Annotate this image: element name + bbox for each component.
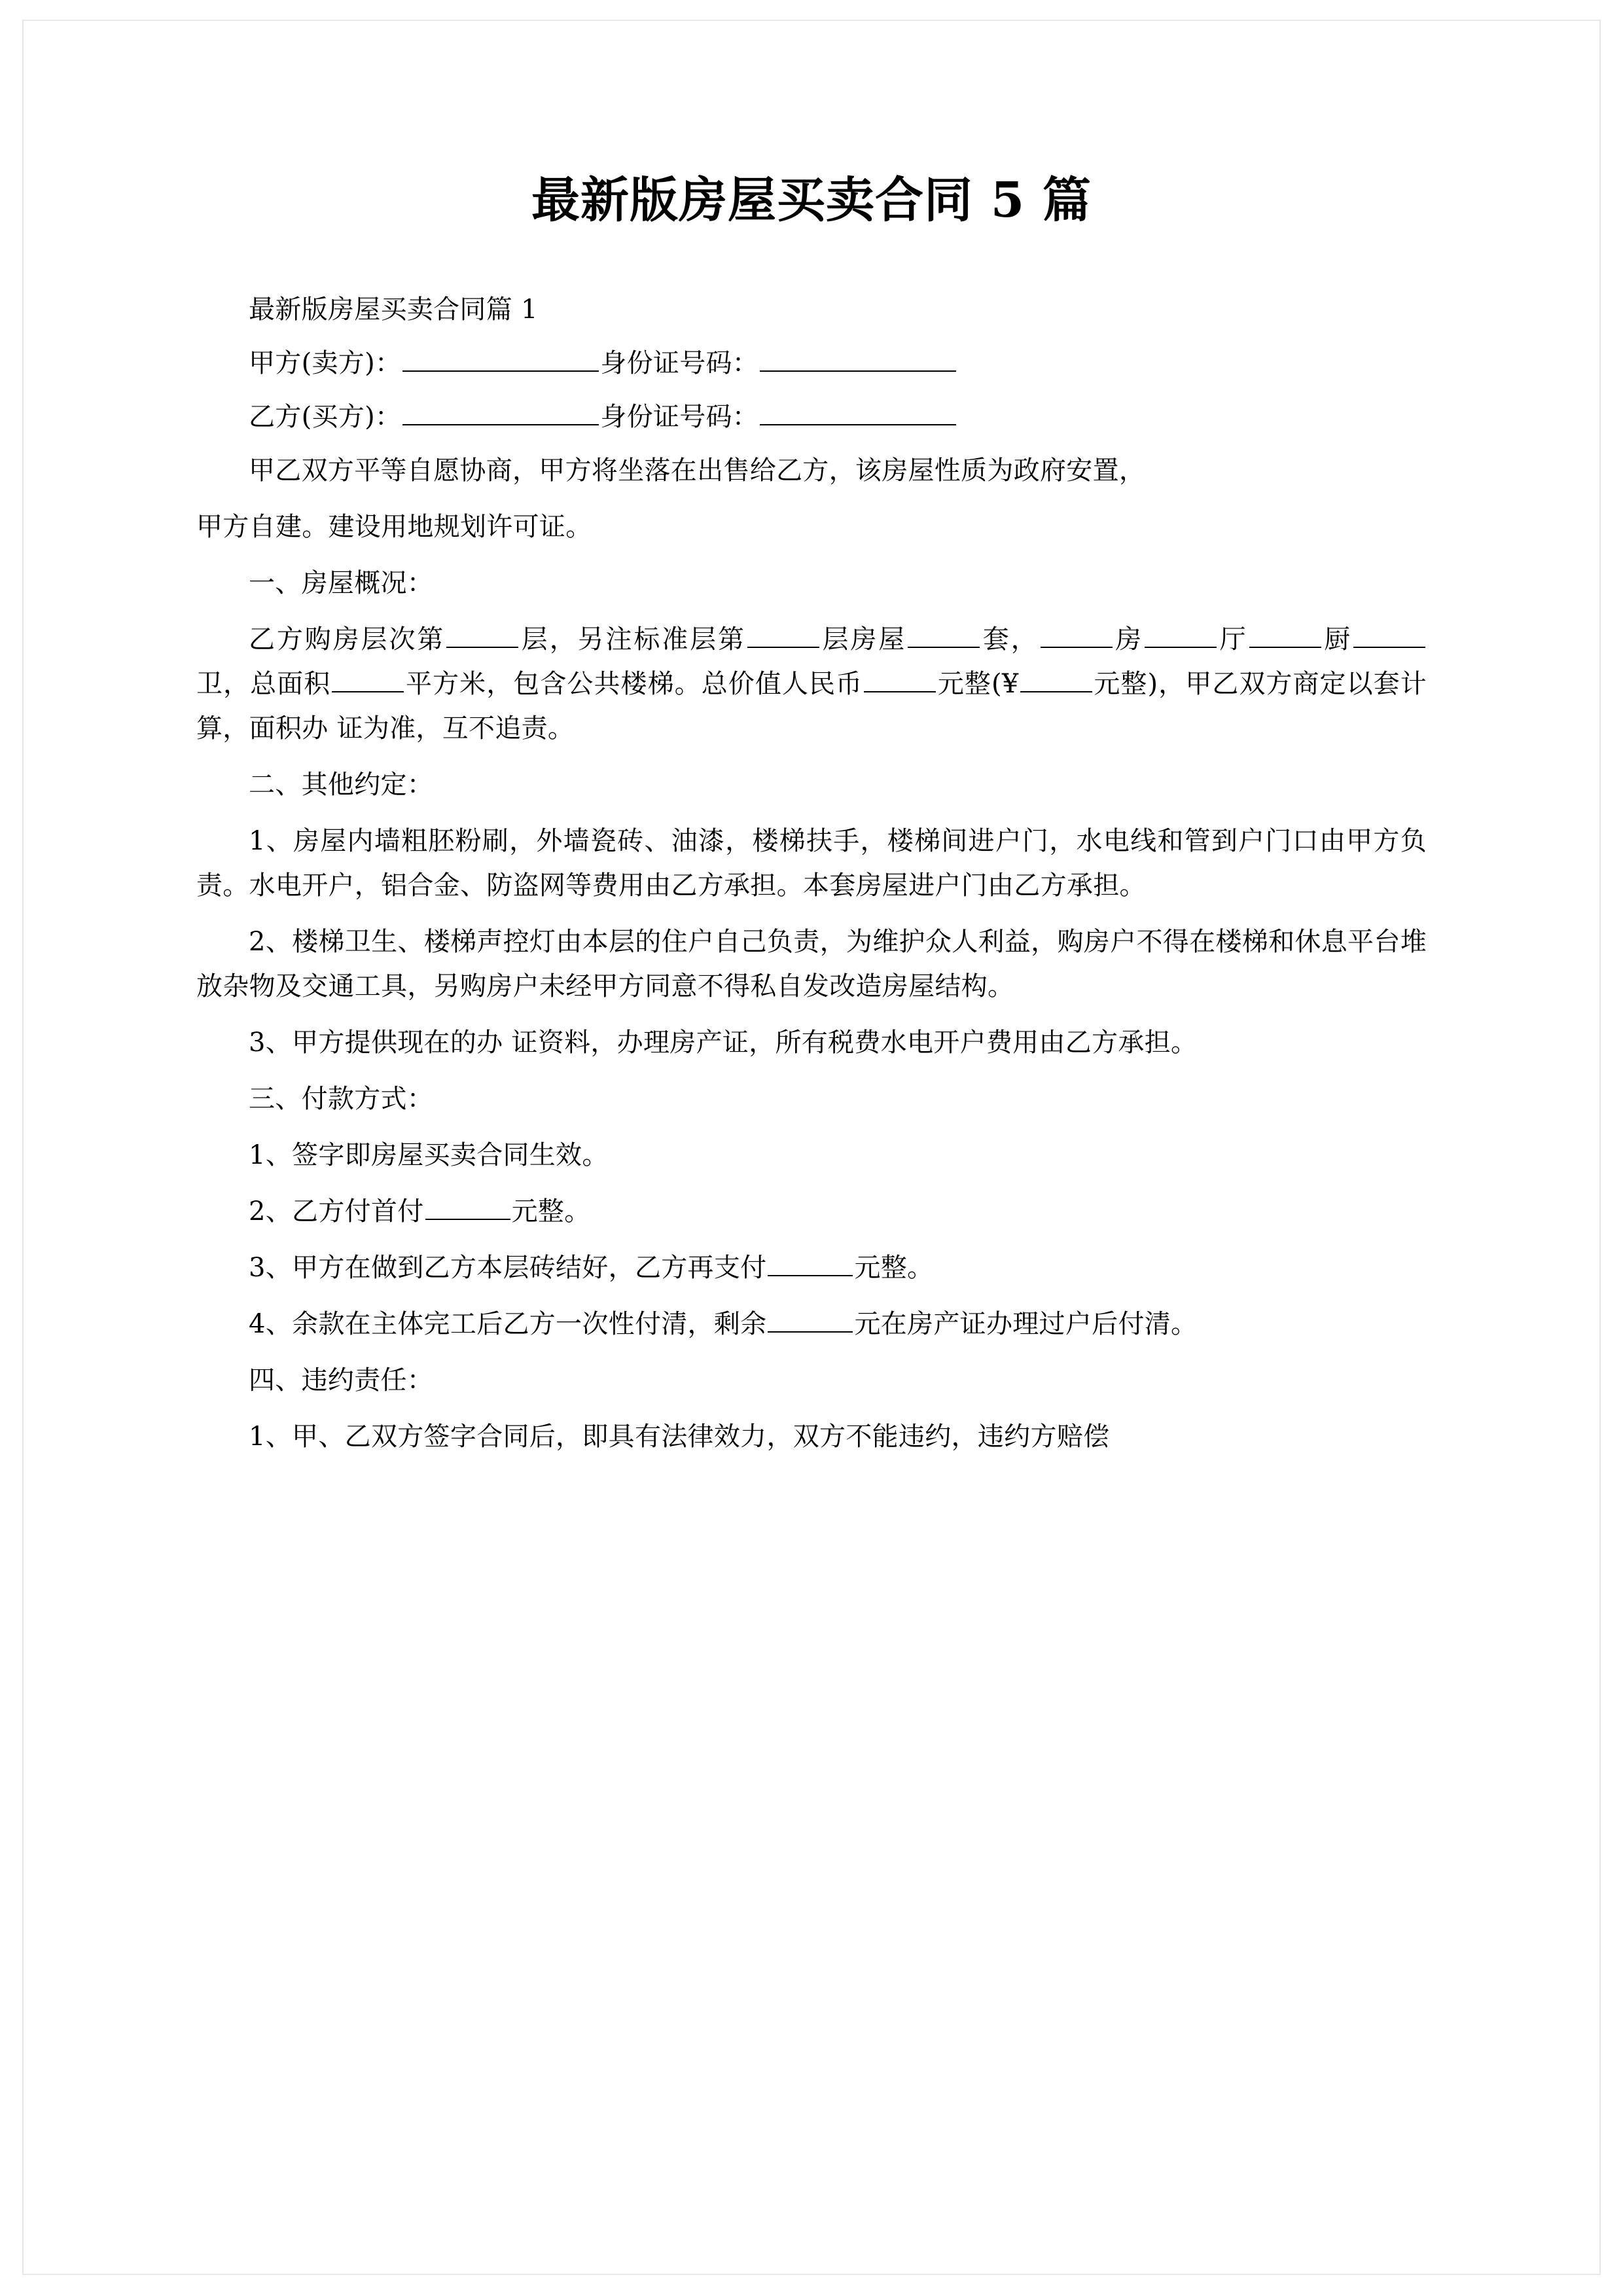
- document-body: [196, 170, 1427, 1471]
- seller-id-label: 身份证号码：: [600, 348, 759, 378]
- bedroom-label: 房: [1113, 624, 1144, 655]
- balance-unit: 元在房产证办理过户后付清。: [854, 1308, 1198, 1339]
- price-label: 元整(¥: [937, 668, 1019, 699]
- buyer-id-blank[interactable]: [760, 395, 956, 425]
- total-price-blank[interactable]: [864, 662, 936, 692]
- section-three-item-1: 1、签字即房屋买卖合同生效。: [249, 1139, 609, 1170]
- section-two-item-1: 1、房屋内墙粗胚粉刷，外墙瓷砖、油漆，楼梯扶手，楼梯间进户门，水电线和管到户门口由甲方负责。水电开户，铝合金、防盗网等费用由乙方承担。本套房屋进户门由乙方承担。: [196, 825, 1427, 901]
- house-label: 层房屋: [820, 624, 907, 655]
- standard-floor-blank[interactable]: [747, 618, 819, 648]
- preamble-paragraph: 甲乙双方平等自愿协商，甲方将坐落在出售给乙方，该房屋性质为政府安置，: [249, 455, 1146, 486]
- kitchen-blank[interactable]: [1249, 618, 1321, 648]
- standard-floor-label: 层，另注标准层第: [520, 624, 746, 655]
- buyer-id-label: 身份证号码：: [600, 401, 759, 432]
- section-four-item-1: 1、甲、乙双方签字合同后，即具有法律效力，双方不能违约，违约方赔偿: [249, 1421, 1110, 1452]
- area-label: 平方米，包含公共楼梯。总价值人民币: [405, 668, 863, 699]
- bathroom-label: 卫，总面积: [196, 668, 331, 699]
- second-payment-blank[interactable]: [768, 1246, 853, 1276]
- living-room-label: 厅: [1218, 624, 1248, 655]
- buyer-party-line: [196, 395, 1427, 439]
- document-subtitle: 最新版房屋买卖合同篇 1: [249, 294, 538, 325]
- down-payment-blank[interactable]: [425, 1190, 510, 1220]
- section-two-heading: 二、其他约定：: [249, 769, 434, 800]
- buyer-label: 乙方(买方)：: [249, 401, 402, 432]
- seller-label: 甲方(卖方)：: [249, 348, 402, 378]
- buyer-name-blank[interactable]: [402, 395, 599, 425]
- house-count-blank[interactable]: [908, 618, 980, 648]
- section-one-details: [196, 617, 1427, 751]
- second-payment-label: 3、甲方在做到乙方本层砖结好，乙方再支付: [249, 1252, 767, 1283]
- living-room-blank[interactable]: [1145, 618, 1217, 648]
- bathroom-blank[interactable]: [1353, 618, 1425, 648]
- balance-blank[interactable]: [768, 1302, 853, 1333]
- set-label: 套，: [981, 624, 1039, 655]
- price-tail-label: 元整)，甲乙双方商定以套计算，面积办 证为准，互不追责。: [196, 668, 1427, 744]
- bedroom-blank[interactable]: [1041, 618, 1113, 648]
- page-title: 最新版房屋买卖合同 5 篇: [531, 172, 1092, 228]
- area-blank[interactable]: [332, 662, 404, 692]
- balance-label: 4、余款在主体完工后乙方一次性付清，剩余: [249, 1308, 767, 1339]
- down-payment-label: 2、乙方付首付: [249, 1196, 424, 1227]
- section-three-heading: 三、付款方式：: [249, 1083, 434, 1114]
- seller-id-blank[interactable]: [760, 342, 956, 372]
- section-four-heading: 四、违约责任：: [249, 1365, 434, 1395]
- down-payment-unit: 元整。: [511, 1196, 591, 1227]
- floor-label: 乙方购房层次第: [249, 624, 446, 655]
- section-one-heading: 一、房屋概况：: [249, 567, 434, 598]
- preamble-continuation: 甲方自建。建设用地规划许可证。: [196, 511, 592, 542]
- seller-party-line: [196, 341, 1427, 386]
- section-three-item-3: [196, 1246, 1427, 1290]
- kitchen-label: 厨: [1322, 624, 1352, 655]
- total-price-numeric-blank[interactable]: [1020, 662, 1092, 692]
- section-two-item-2: 2、楼梯卫生、楼梯声控灯由本层的住户自己负责，为维护众人利益，购房户不得在楼梯和休息平台堆放杂物及交通工具，另购房户未经甲方同意不得私自发改造房屋结构。: [196, 926, 1427, 1001]
- floor-blank[interactable]: [446, 618, 518, 648]
- seller-name-blank[interactable]: [402, 342, 599, 372]
- section-two-item-3: 3、甲方提供现在的办 证资料，办理房产证，所有税费水电开户费用由乙方承担。: [249, 1027, 1198, 1058]
- section-three-item-2: [196, 1189, 1427, 1234]
- section-three-item-4: [196, 1302, 1427, 1346]
- second-payment-unit: 元整。: [854, 1252, 934, 1283]
